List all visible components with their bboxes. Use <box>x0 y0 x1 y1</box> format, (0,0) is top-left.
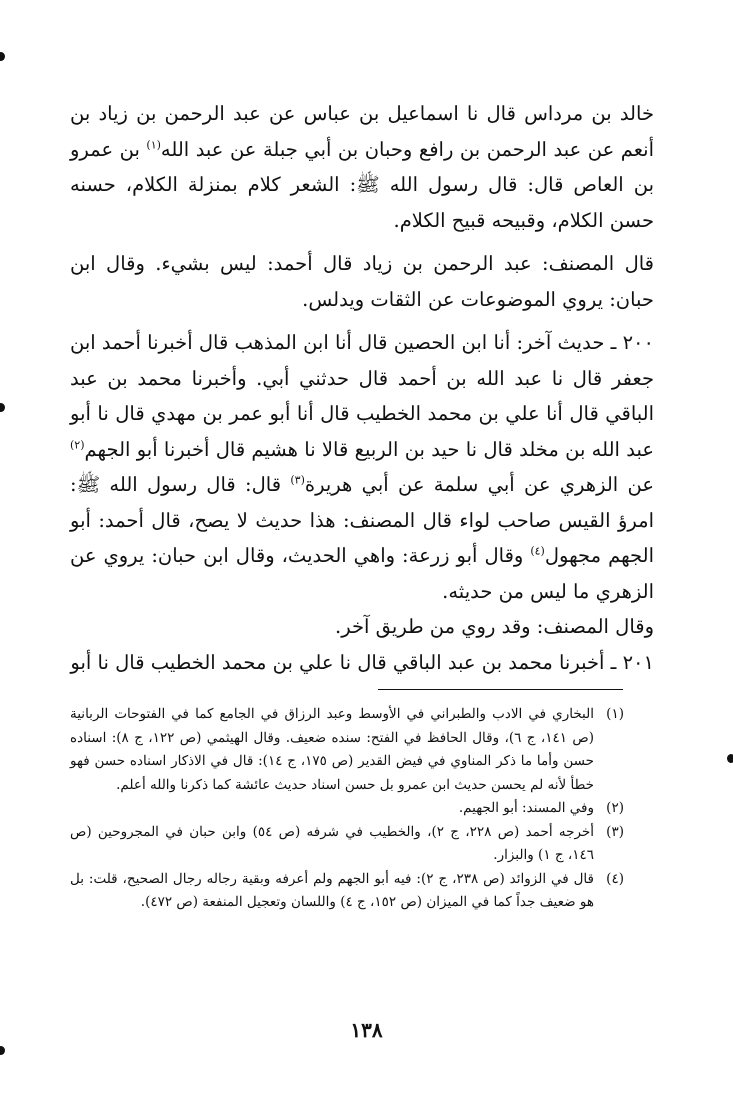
paragraph-3 <box>70 325 654 609</box>
footnote-number: (٣) <box>606 823 624 840</box>
paragraph-2 <box>70 246 654 317</box>
footnote-text: قال في الزوائد (ص ٢٣٨، ج ٢): فيه أبو الجهم ولم أعرفه وبقية رجاله رجال الصحيح، قلت: بل هو ضعيف جداً كما في الميزان (ص ١٥٢، ج ٤) واللسان وتعجيل المنفعة (ص ٤٧٢). <box>70 870 594 910</box>
paragraph-4-text: وقال المصنف: وقد روي من طريق آخر. <box>335 615 654 638</box>
paragraph-4 <box>70 609 654 645</box>
paragraph-3-text-a: ٢٠٠ ـ حديث آخر: أنا ابن الحصين قال أنا ابن المذهب قال أخبرنا أحمد ابن جعفر قال نا عبد الله بن أحمد قال حدثني أبي. وأخبرنا محمد بن عبد الباقي قال أنا علي بن محمد الخطيب قال أنا أبو عمر بن مهدي قال نا أبو عبد الله بن مخلد قال نا حيد بن الربيع قالا نا هشيم قال أخبرنا أبو الجهم <box>70 331 654 461</box>
footnote-text: البخاري في الادب والطبراني في الأوسط وعبد الرزاق في الجامع كما في الفتوحات الربانية (ص ١٤١، ج ٦)، وقال الحافظ في الفتح: سنده ضعيف. وقال الهيثمي (ص ١٢٢، ج ٨): اسناده حسن وأما ما ذكر المناوي في فيض القدير (ص ١٧٥، ج ١٤): قال في الاذكار اسناده حسن فهو خطأ لأنه لم يحسن حديث ابن عمرو بل حسن اسناد حديث عائشة كما ذكرنا والله أعلم. <box>70 706 595 793</box>
binding-mark-middle <box>0 403 5 412</box>
footnote-2 <box>70 797 624 821</box>
binding-mark-right <box>727 754 733 763</box>
footnote-text: أخرجه أحمد (ص ٢٢٨، ج ٢)، والخطيب في شرفه (ص ٥٤) وابن حبان في المجروحين (ص ١٤٦، ج ١) والبزار. <box>70 823 595 863</box>
footnotes <box>70 703 624 915</box>
page-number: ١٣٨ <box>350 1018 383 1042</box>
footnote-number: (٢) <box>606 800 624 816</box>
binding-mark-top <box>0 52 5 61</box>
footnote-ref-2: (٢) <box>70 438 85 451</box>
footnote-1 <box>70 703 624 797</box>
paragraph-1 <box>70 96 654 238</box>
paragraph-3-text-d: وقال أبو زرعة: واهي الحديث، وقال ابن حبان: يروي عن الزهري ما ليس من حديثه. <box>70 544 654 603</box>
paragraph-3-text-c: قال: قال رسول الله ﷺ: امرؤ القيس صاحب لواء قال المصنف: هذا حديث لا يصح، قال أحمد: أبو الجهم مجهول <box>70 473 654 567</box>
paragraph-5-text: ٢٠١ ـ أخبرنا محمد بن عبد الباقي قال نا علي بن محمد الخطيب قال نا أبو <box>70 650 654 674</box>
paragraph-2-text: قال المصنف: عبد الرحمن بن زياد قال أحمد: ليس بشيء. وقال ابن حبان: يروي الموضوعات عن الثقات ويدلس. <box>70 252 654 311</box>
binding-mark-bottom <box>0 1046 5 1055</box>
footnote-number: (٤) <box>606 870 624 887</box>
paragraph-1-text-b: بن عمرو بن العاص قال: قال رسول الله ﷺ: الشعر كلام بمنزلة الكلام، حسنه حسن الكلام، وقبيحه قبيح الكلام. <box>70 137 654 232</box>
footnote-text: وفي المسند: أبو الجهيم. <box>458 800 594 816</box>
main-text <box>70 96 654 680</box>
paragraph-1-text-a: خالد بن مرداس قال نا اسماعيل بن عباس عن عبد الرحمن بن زياد بن أنعم عن عبد الرحمن بن رافع وحبان بن أبي جبلة عن عبد الله <box>70 102 654 161</box>
footnote-4 <box>70 868 624 915</box>
paragraph-3-text-b: عن الزهري عن أبي سلمة عن أبي هريرة <box>304 473 654 496</box>
footnote-ref-1: (١) <box>146 138 161 151</box>
footnote-divider <box>378 689 623 690</box>
footnote-number: (١) <box>606 706 624 722</box>
footnote-ref-3: (٣) <box>290 473 305 487</box>
footnote-ref-4: (٤) <box>530 544 545 558</box>
footnote-3 <box>70 821 624 868</box>
paragraph-5 <box>70 645 654 681</box>
